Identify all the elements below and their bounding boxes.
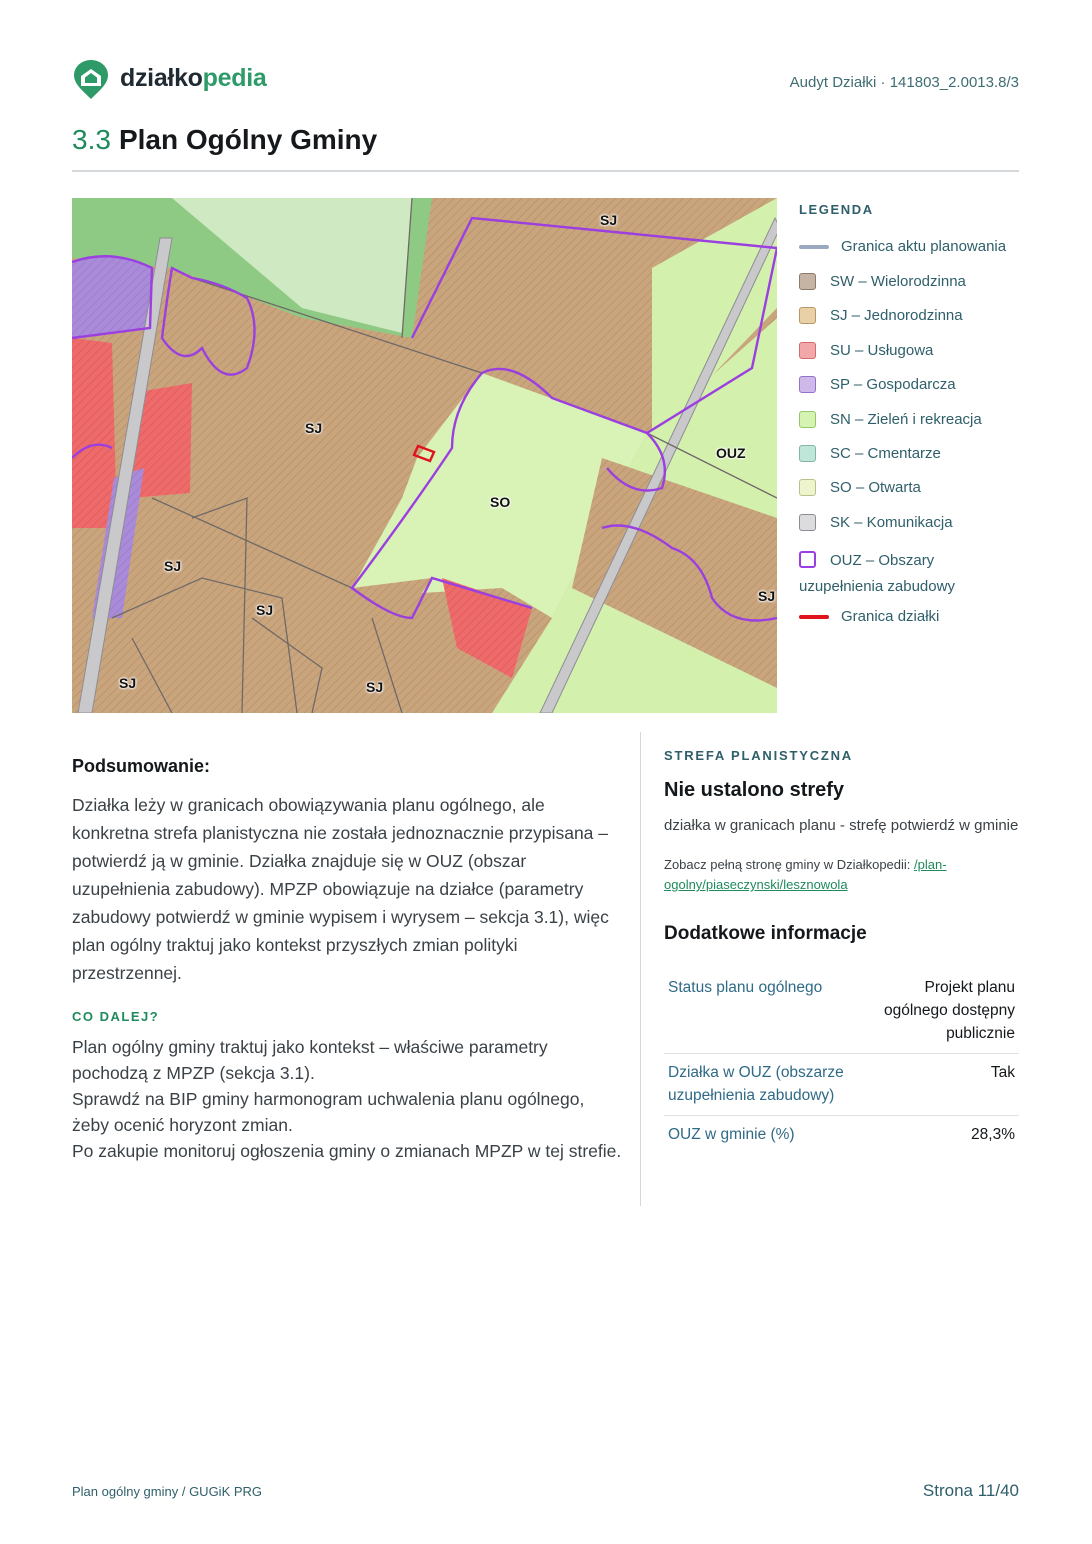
- color-swatch-icon: [799, 411, 816, 428]
- legend-label: SP – Gospodarcza: [830, 376, 956, 393]
- legend-label: OUZ – Obszary uzupełnienia zabudowy: [799, 552, 955, 595]
- legend-label: Granica aktu planowania: [841, 238, 1007, 255]
- extra-info-title: Dodatkowe informacje: [664, 923, 867, 944]
- legend-item-sc: [799, 445, 941, 462]
- legend-item-so: [799, 479, 921, 496]
- outline-swatch-icon: [799, 551, 816, 568]
- color-swatch-icon: [799, 514, 816, 531]
- legend-label: SW – Wielorodzinna: [830, 273, 966, 290]
- zone-kicker: STREFA PLANISTYCZNA: [664, 748, 854, 763]
- next-steps-title: CO DALEJ?: [72, 1009, 160, 1024]
- table-row: [664, 1116, 1019, 1155]
- legend-item-sp: [799, 376, 956, 393]
- plan-map[interactable]: [72, 198, 777, 713]
- legend-item-sn: [799, 411, 982, 428]
- section-number: 3.3: [72, 124, 111, 155]
- legend-item-plan-boundary: [799, 238, 1006, 255]
- legend-label: Granica działki: [841, 608, 940, 625]
- color-swatch-icon: [799, 342, 816, 359]
- table-row: [664, 969, 1019, 1054]
- legend-item-sw: [799, 273, 966, 290]
- info-key: Status planu ogólnego: [664, 969, 862, 1054]
- brand-name[interactable]: [120, 64, 266, 93]
- info-value: Tak: [862, 1054, 1019, 1116]
- map-label-sj: SJ: [600, 212, 618, 228]
- legend-item-parcel-boundary: [799, 608, 939, 625]
- summary-section: [72, 756, 622, 1164]
- brand-part2: pedia: [202, 64, 267, 92]
- map-label-sj: SJ: [305, 420, 323, 436]
- color-swatch-icon: [799, 479, 816, 496]
- legend-label: SC – Cmentarze: [830, 445, 941, 462]
- legend-item-sj: [799, 307, 963, 324]
- page-title: [72, 124, 377, 156]
- legend-label: SN – Zieleń i rekreacja: [830, 411, 982, 428]
- line-swatch-icon: [799, 245, 829, 249]
- legend-label: SO – Otwarta: [830, 479, 921, 496]
- map-label-so: SO: [490, 494, 511, 510]
- line-swatch-icon: [799, 615, 829, 619]
- summary-body: Działka leży w granicach obowiązywania planu ogólnego, ale konkretna strefa planistyczna nie została jednoznacznie przypisana – potwierdź ją w gminie. Działka znajduje się w OUZ (obszar uzupełnienia zabudowy). MPZP obowiązuje na działce (parametry zabudowy potwierdź w gminie wypisem i wyrysem – sekcja 3.1), więc plan ogólny traktuj jako kontekst przyszłych zmian polityki przestrzennej.: [72, 795, 609, 983]
- extra-info-table: [664, 969, 1019, 1154]
- zone-panel: [664, 748, 1019, 1154]
- legend-item-ouz: [799, 548, 1019, 600]
- next-step-item: Plan ogólny gminy traktuj jako kontekst – właściwe parametry pochodzą z MPZP (sekcja 3.1).: [72, 1037, 548, 1083]
- gmina-link-prefix: Zobacz pełną stronę gminy w Działkopedii:: [664, 857, 915, 872]
- info-value: 28,3%: [971, 1126, 1015, 1143]
- legend-title: LEGENDA: [799, 202, 874, 217]
- color-swatch-icon: [799, 445, 816, 462]
- next-step-item: Sprawdź na BIP gminy harmonogram uchwalenia planu ogólnego, żeby ocenić horyzont zmian.: [72, 1089, 585, 1135]
- header-divider: [72, 170, 1019, 172]
- info-key: Działka w OUZ (obszarze uzupełnienia zabudowy): [664, 1054, 862, 1116]
- color-swatch-icon: [799, 376, 816, 393]
- next-step-item: Po zakupie monitoruj ogłoszenia gminy o zmianach MPZP w tej strefie.: [72, 1141, 622, 1161]
- gmina-page-link[interactable]: /plan-ogolny/piaseczynski/lesznowola: [664, 857, 947, 892]
- map-label-ouz: OUZ: [716, 445, 746, 461]
- legend-label: SU – Usługowa: [830, 342, 934, 359]
- info-key: OUZ w gminie (%): [668, 1126, 795, 1143]
- zone-description: działka w granicach planu - strefę potwierdź w gminie: [664, 817, 1019, 834]
- info-value: Projekt planu ogólnego dostępny publicznie: [862, 969, 1019, 1054]
- footer-source: Plan ogólny gminy / GUGiK PRG: [72, 1484, 263, 1499]
- color-swatch-icon: [799, 307, 816, 324]
- table-row: [664, 1054, 1019, 1116]
- zone-title: Nie ustalono strefy: [664, 779, 845, 801]
- summary-title: Podsumowanie:: [72, 756, 211, 776]
- map-label-sj: SJ: [366, 679, 384, 695]
- legend-label: SK – Komunikacja: [830, 514, 953, 531]
- section-title-text: Plan Ogólny Gminy: [118, 124, 378, 155]
- map-label-sj: SJ: [164, 558, 182, 574]
- map-label-sj: SJ: [758, 588, 776, 604]
- map-label-sj: SJ: [256, 602, 274, 618]
- brand-part1: działko: [120, 64, 203, 92]
- color-swatch-icon: [799, 273, 816, 290]
- gmina-link-line: [664, 855, 1019, 895]
- legend-item-su: [799, 342, 933, 359]
- logo-icon: [72, 60, 110, 100]
- column-divider: [640, 732, 641, 1206]
- document-reference: Audyt Działki · 141803_2.0013.8/3: [789, 74, 1019, 91]
- page-number: Strona 11/40: [922, 1481, 1019, 1500]
- map-label-sj: SJ: [119, 675, 137, 691]
- legend-item-sk: [799, 514, 953, 531]
- legend-label: SJ – Jednorodzinna: [830, 307, 963, 324]
